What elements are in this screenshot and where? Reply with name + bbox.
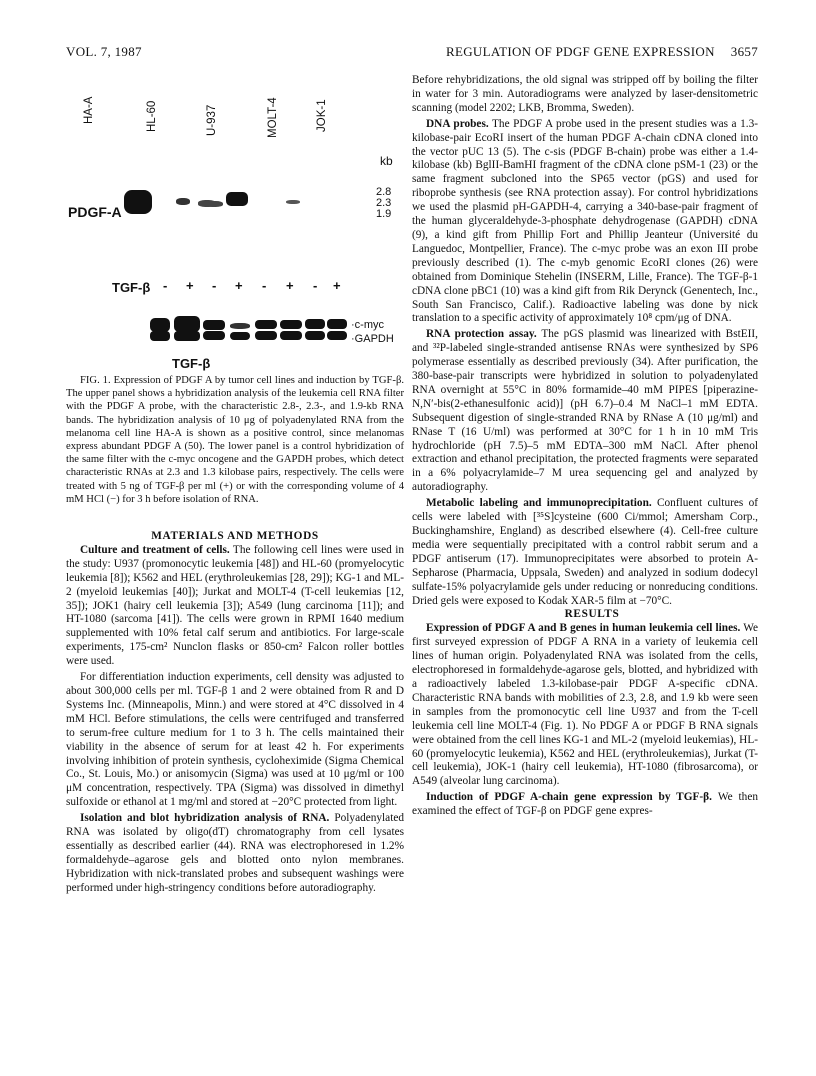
running-header bbox=[66, 44, 758, 64]
tgf-label: TGF-β bbox=[172, 356, 211, 371]
runin-induction-tgf: Induction of PDGF A-chain gene expression by TGF-β. bbox=[426, 791, 712, 804]
runin-dna-probes: DNA probes. bbox=[426, 117, 489, 130]
kb-unit-label: kb bbox=[380, 154, 393, 168]
paragraph-induction-tgf bbox=[412, 791, 758, 819]
tgf-sign-6: + bbox=[286, 278, 294, 293]
runin-expression-leukemia: Expression of PDGF A and B genes in human leukemia cell lines. bbox=[426, 622, 741, 635]
lane-label-u-937: U-937 bbox=[206, 104, 218, 136]
lane-label-jok-1: JOK-1 bbox=[316, 99, 328, 132]
paragraph-dna-probes-body: The PDGF A probe used in the present studies was a 1.3-kilobase-pair EcoRI insert of the human PDGF A-chain cDNA cloned into the vector pUC 13 (5). The c-sis (PDGF B-chain) probe was either a 1.4-kilobase (kb) BglII-BamHI fragment of the cDNA clone pSM-1 (23) or the same fragment subcloned into the SP65 vector (pGS) and used for riboprobe synthesis (see RNA protection assay). For control hybridizations we used the plasmid pH-GAPDH-4, carrying a 340-base-pair fragment of the human glyceraldehyde-3-phosphate dehydrogenase (GAPDH) cDNA (9), a kind gift from Phillip Fort and Phillip Jeanteur (Université du Languedoc, Montpellier, France). The c-myc probe was an exon III probe previously described (1). The c-myb genomic EcoRI clones (26) were obtained from Dominique Stehelin (INSERM, Lille, France). The TGF-β-1 cDNA clone pBC1 (10) was a kind gift from Rik Derynck (Genentech, Inc., South San Francisco, Calif.). Radioactive labeling was done by nick translation to a specific activity of approximately 10⁸ cpm/μg of DNA. bbox=[412, 117, 758, 325]
gapdh-band-4 bbox=[230, 332, 250, 340]
runin-culture: Culture and treatment of cells. bbox=[80, 543, 230, 556]
kb-marker-2-8: 2.8 bbox=[376, 186, 392, 198]
running-title: REGULATION OF PDGF GENE EXPRESSION bbox=[446, 44, 715, 59]
paragraph-rna-isolation bbox=[66, 812, 404, 895]
cmyc-band-3 bbox=[203, 320, 225, 330]
pdgf-a-probe-label: PDGF-A bbox=[68, 204, 122, 220]
kb-marker-2-3: 2.3 bbox=[376, 197, 392, 209]
tgf-sign-4: + bbox=[235, 278, 243, 293]
cmyc-band-1 bbox=[150, 318, 170, 332]
cmyc-band-2 bbox=[174, 316, 200, 332]
paragraph-expression-leukemia-body: We first surveyed expression of PDGF A RNA in a variety of leukemia cell lines of human origin. Polyadenylated RNA was isolated from the cells, electrophoresed in formaldehyde-agarose gels, blotted, and hybridized with a radioactively labeled 1.3-kilobase-pair PDGF A-specific cDNA. Characteristic RNA bands with mobilities of 2.3, 2.8, and 1.9 kb were seen in samples from the promonocytic cell line U937 and from the T-cell leukemia cell line MOLT-4 (Fig. 1). No PDGF A or PDGF B RNA signals were obtained from the cell lines KG-1 and ML-2 (myeloid leukemias), HL-60 (promyelocytic leukemia), K562 and HEL (erythroleukemias), Jurkat (T-cell leukemia), JOK-1 (hairy cell leukemia), HT-1080 (fibrosarcoma), or A549 (alveolar lung carcinoma). bbox=[412, 622, 758, 788]
gapdh-band-1 bbox=[150, 331, 170, 341]
paragraph-differentiation: For differentiation induction experiments, cell density was adjusted to about 300,000 cells per ml. TGF-β 1 and 2 were obtained from R and D Systems Inc. (Minneapolis, Minn.) and were stored at 4°C dissolved in 4 mM HCl. Before stimulations, the cells were centrifuged and transferred to serum-free culture medium for 1 to 3 h. The cells maintained their viability in the absence of serum for at least 42 h. For experiments involving inhibition of protein synthesis, cycloheximide (Sigma Chemical Co., St. Louis, Mo.) or anisomycin (Sigma) was used at 10 μg/ml or 100 μM concentration, respectively. TPA (Sigma) was dissolved in dimethyl sulfoxide or ethanol at 1 mg/ml and stored at −20°C protected from light. bbox=[66, 671, 404, 809]
page-number: 3657 bbox=[730, 44, 758, 59]
gapdh-band-7 bbox=[305, 331, 325, 340]
pdgf-a-band-hl-60 bbox=[176, 198, 190, 205]
figure-1-caption bbox=[66, 374, 404, 506]
cmyc-band-8 bbox=[327, 319, 347, 329]
left-column bbox=[66, 530, 404, 896]
tgf-sign-2: + bbox=[186, 278, 194, 293]
gapdh-band-6 bbox=[280, 331, 302, 340]
gapdh-band-8 bbox=[327, 331, 347, 340]
section-heading-materials-methods: MATERIALS AND METHODS bbox=[151, 530, 319, 542]
gapdh-band-2 bbox=[174, 331, 200, 341]
tgf-sign-7: - bbox=[313, 278, 318, 293]
cmyc-band-6 bbox=[280, 320, 302, 329]
paragraph-expression-leukemia bbox=[412, 622, 758, 789]
runin-metabolic-labeling: Metabolic labeling and immunoprecipitation. bbox=[426, 497, 652, 510]
paragraph-induction-tgf-body: We then examined the effect of TGF-β on PDGF gene expres- bbox=[412, 791, 758, 818]
paragraph-rna-protection bbox=[412, 328, 758, 495]
lane-label-ha-a: HA-A bbox=[83, 96, 95, 124]
paragraph-rna-isolation-body: Polyadenylated RNA was isolated by oligo(dT) chromatography from cell lysates essentially as described earlier (44). RNA was electrophoresed in 1.2% formaldehyde–agarose gels and blotted onto nylon membranes. Hybridization with nick-translated probes and subsequent washings were performed under high-stringency conditions before autoradiography. bbox=[66, 812, 404, 894]
tgf-sign-8: + bbox=[333, 278, 341, 293]
right-column bbox=[412, 74, 758, 819]
tgf-sign-1: - bbox=[163, 278, 168, 293]
pdgf-a-band-ha-a bbox=[124, 190, 152, 214]
cmyc-band-4 bbox=[230, 323, 250, 329]
paragraph-rehybridization: Before rehybridizations, the old signal was stripped off by boiling the filter in water for 3 min. Autoradiograms were analyzed by laser-densitometric scanning (model 2202; LKB, Bromma, Sweden). bbox=[412, 74, 758, 114]
tgf-sign-3: - bbox=[212, 278, 217, 293]
figure-caption-text: FIG. 1. Expression of PDGF A by tumor cell lines and induction by TGF-β. The upper panel shows a hybridization analysis of the leukemia cell RNA filter with the PDGF A probe, with the characteristic 2.8-, 2.3-, and 1.9-kb RNA bands. The hybridization analysis of 10 μg of polyadenylated RNA from the melanoma cell line HA-A is shown as a positive control, since melanomas express abundant PDGF A (50). The lower panel is a control hybridization of the same filter with the c-myc oncogene and the GAPDH probes, which detect characteristic RNAs at 2.3 and 1.3 kilobase pairs, respectively. The cells were treated with 5 ng of TGF-β per ml (+) or with the corresponding volume of 4 mM HCl (−) for 3 h before isolation of RNA. bbox=[66, 375, 404, 505]
gapdh-band-3 bbox=[203, 331, 225, 340]
paragraph-metabolic-labeling bbox=[412, 497, 758, 608]
cmyc-label: ·c-myc bbox=[351, 319, 384, 331]
kb-marker-1-9: 1.9 bbox=[376, 208, 392, 220]
lane-label-molt-4: MOLT-4 bbox=[267, 97, 279, 138]
section-heading-results: RESULTS bbox=[564, 608, 620, 621]
tgf-beta-row-label: TGF-β bbox=[112, 280, 151, 295]
paragraph-metabolic-labeling-body: Confluent cultures of cells were labeled with [³⁵S]cysteine (600 Ci/mmol; Amersham Corp., Buckinghamshire, England) as described elsewhere (4). Cell-free culture media were sequentially precipitated with a control rabbit serum and a PDGF antiserum (17). Immunoprecipitates were absorbed to protein A-Sepharose (Pharmacia, Uppsala, Sweden) and analyzed in sodium dodecyl sulfate-15% polyacrylamide gels under reducing or nonreducing conditions. Dried gels were exposed to Kodak XAR-5 film at −70°C. bbox=[412, 497, 758, 607]
runin-rna-isolation: Isolation and blot hybridization analysis of RNA. bbox=[80, 812, 330, 825]
volume-year: VOL. 7, 1987 bbox=[66, 44, 142, 59]
runin-rna-protection: RNA protection assay. bbox=[426, 328, 537, 341]
pdgf-a-band-molt-4 bbox=[286, 200, 300, 204]
pdgf-a-band-u-937-tgf bbox=[226, 192, 248, 206]
paragraph-culture bbox=[66, 544, 404, 669]
cmyc-band-7 bbox=[305, 319, 325, 329]
tgf-sign-5: - bbox=[262, 278, 267, 293]
gapdh-label: ·GAPDH bbox=[351, 333, 394, 345]
lane-label-hl-60: HL-60 bbox=[146, 100, 158, 132]
cmyc-band-5 bbox=[255, 320, 277, 329]
paragraph-dna-probes bbox=[412, 118, 758, 327]
paragraph-culture-body: The following cell lines were used in the study: U937 (promonocytic leukemia [48]) and HL-60 (promyelocytic leukemia [8]); K562 and HEL (erythroleukemias [28, 29]); KG-1 and ML-2 (myeloid leukemias [40]); Jurkat and MOLT-4 (T-cell leukemias [12, 35]); JOK1 (hairy cell leukemia [3]); A549 (lung carcinoma [11]); and HT-1080 (sarcoma [41]). The cells were grown in RPMI 1640 medium supplemented with 10% fetal calf serum and antibiotics. For large-scale experiments, 175-cm² Nunclon flasks or 850-cm² Falcon roller bottles were used. bbox=[66, 543, 404, 668]
pdgf-a-band-u-937 bbox=[205, 201, 223, 207]
paragraph-rna-protection-body: The pGS plasmid was linearized with BstEII, and ³²P-labeled single-stranded antisense RNAs were synthesized by SP6 polymerase essentially as described previously (34). After purification, the 380-base-pair transcripts were hybridized in solution to polyadenylated RNA overnight at 55°C in 80% formamide–40 mM PIPES [piperazine-N,N′-bis(2-ethanesulfonic acid)] (pH 6.7)–0.4 M NaCl–1 mM EDTA. Subsequent digestion of single-stranded RNA by RNase A (10 μg/ml) and RNase T (16 U/ml) was performed at 30°C for 1 h in 10 mM Tris hydrochloride (pH 7.5)–5 mM EDTA–300 mM NaCl. After phenol extraction and ethanol precipitation, the protected fragments were separated in a 6% polyacrylamide–7 M urea sequencing gel and analyzed by autoradiography. bbox=[412, 328, 758, 494]
gapdh-band-5 bbox=[255, 331, 277, 340]
